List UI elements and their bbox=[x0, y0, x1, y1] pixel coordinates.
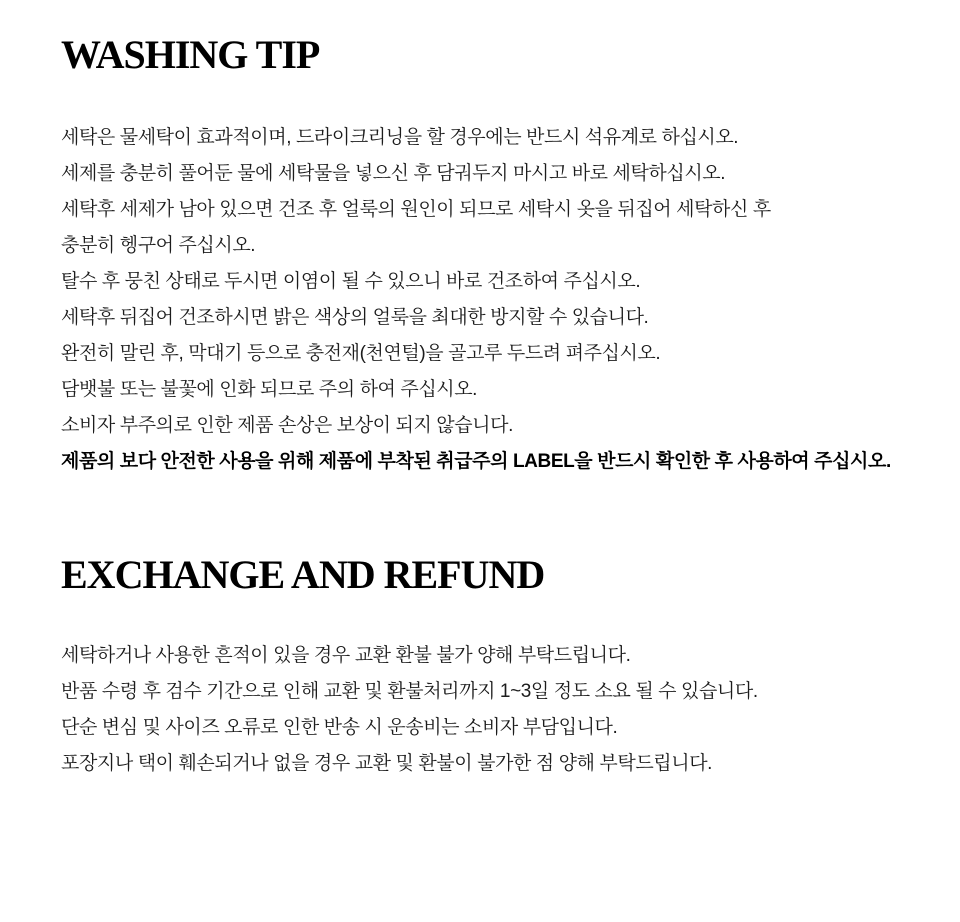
text-line: 세탁후 뒤집어 건조하시면 밝은 색상의 얼룩을 최대한 방지할 수 있습니다. bbox=[61, 307, 649, 328]
section-title-exchange-and-refund: EXCHANGE AND REFUND bbox=[61, 552, 545, 597]
text-line: 세탁은 물세탁이 효과적이며, 드라이크리닝을 할 경우에는 반드시 석유계로 하십시오. bbox=[61, 127, 739, 148]
text-line: 충분히 헹구어 주십시오. bbox=[61, 235, 256, 256]
text-line: 완전히 말린 후, 막대기 등으로 충전재(천연털)을 골고루 두드려 펴주십시오. bbox=[61, 343, 661, 364]
text-line: 단순 변심 및 사이즈 오류로 인한 반송 시 운송비는 소비자 부담입니다. bbox=[61, 717, 618, 738]
text-line: 담뱃불 또는 불꽃에 인화 되므로 주의 하여 주십시오. bbox=[61, 379, 478, 400]
page-content bbox=[0, 32, 960, 782]
exchange-refund-paragraph bbox=[61, 638, 910, 782]
washing-tip-paragraph bbox=[61, 120, 910, 480]
section-title-washing-tip: WASHING TIP bbox=[61, 32, 320, 77]
text-line-warning-label-notice: 제품의 보다 안전한 사용을 위해 제품에 부착된 취급주의 LABEL을 반드시 확인한 후 사용하여 주십시오. bbox=[61, 451, 891, 472]
text-line: 포장지나 택이 훼손되거나 없을 경우 교환 및 환불이 불가한 점 양해 부탁드립니다. bbox=[61, 753, 713, 774]
text-line: 세제를 충분히 풀어둔 물에 세탁물을 넣으신 후 담궈두지 마시고 바로 세탁하십시오. bbox=[61, 163, 726, 184]
text-line: 소비자 부주의로 인한 제품 손상은 보상이 되지 않습니다. bbox=[61, 415, 513, 436]
text-line: 반품 수령 후 검수 기간으로 인해 교환 및 환불처리까지 1~3일 정도 소요 될 수 있습니다. bbox=[61, 681, 758, 702]
text-line: 탈수 후 뭉친 상태로 두시면 이염이 될 수 있으니 바로 건조하여 주십시오. bbox=[61, 271, 641, 292]
text-line: 세탁하거나 사용한 흔적이 있을 경우 교환 환불 불가 양해 부탁드립니다. bbox=[61, 645, 631, 666]
text-line: 세탁후 세제가 남아 있으면 건조 후 얼룩의 원인이 되므로 세탁시 옷을 뒤집어 세탁하신 후 bbox=[61, 199, 771, 220]
